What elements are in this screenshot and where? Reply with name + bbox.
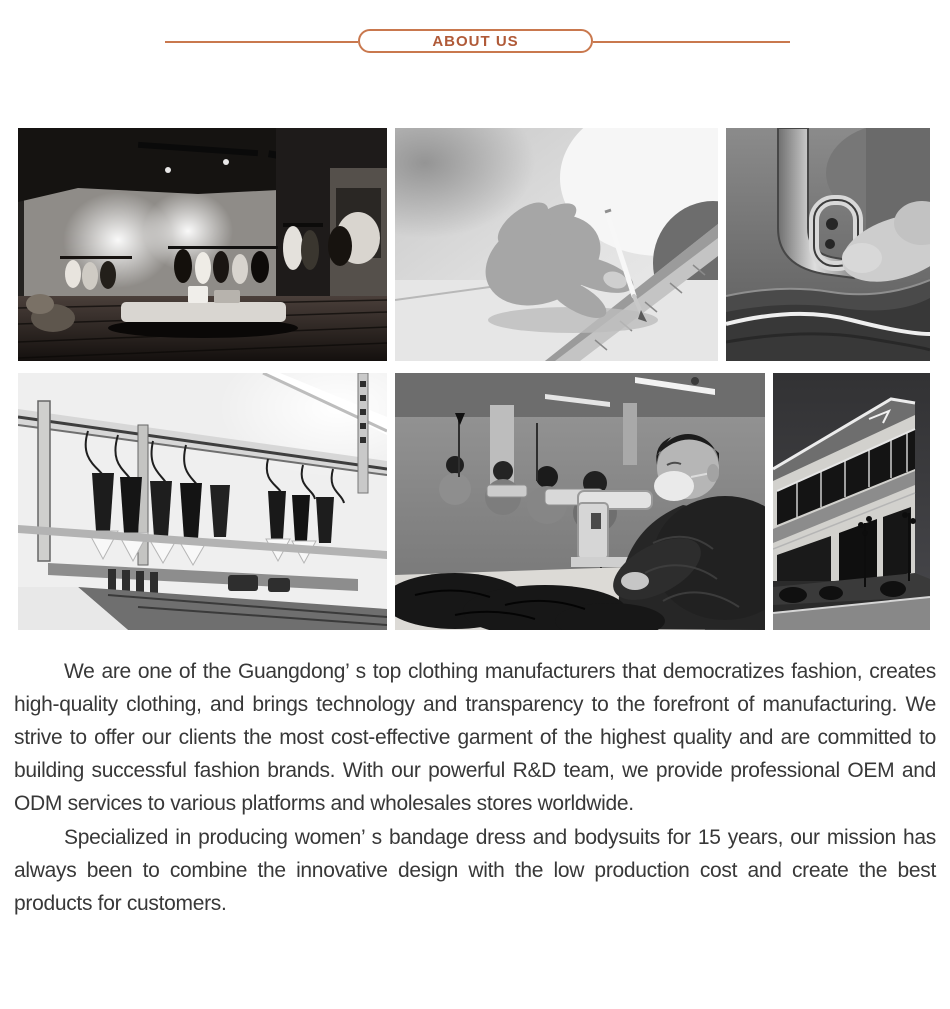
- fabric-cutting-illustration: [395, 128, 718, 361]
- about-description: [0, 655, 950, 921]
- section-header: [0, 28, 950, 56]
- factory-building-illustration: [773, 373, 930, 630]
- about-paragraph-2: Specialized in producing women’ s bandage dress and bodysuits for 15 years, our mission has always been to combine the innovative design with the low production cost and create the best products for customers.: [14, 826, 936, 915]
- clothing-showroom-illustration: [18, 128, 387, 361]
- section-title: ABOUT US: [432, 32, 519, 50]
- header-line-right: [593, 41, 790, 43]
- fabric-cutting-photo: [395, 128, 718, 361]
- sewing-machine-closeup-photo: [726, 128, 930, 361]
- sewing-workshop-photo: [395, 373, 765, 630]
- factory-building-photo: [773, 373, 930, 630]
- sewing-closeup-illustration: [726, 128, 930, 361]
- knitting-machines-photo: [18, 373, 387, 630]
- clothing-showroom-photo: [18, 128, 387, 361]
- sewing-workshop-illustration: [395, 373, 765, 630]
- knitting-machines-illustration: [18, 373, 387, 630]
- header-line-left: [165, 41, 358, 43]
- about-us-pill: [358, 29, 593, 53]
- about-paragraph-1: We are one of the Guangdong’ s top clothing manufacturers that democratizes fashion, creates high-quality clothing, and brings technology and transparency to the forefront of manufacturing. We strive to offer our clients the most cost-effective garment of the highest quality and are committed to building successful fashion brands. With our powerful R&D team, we provide professional OEM and ODM services to various platforms and wholesales stores worldwide.: [14, 660, 936, 815]
